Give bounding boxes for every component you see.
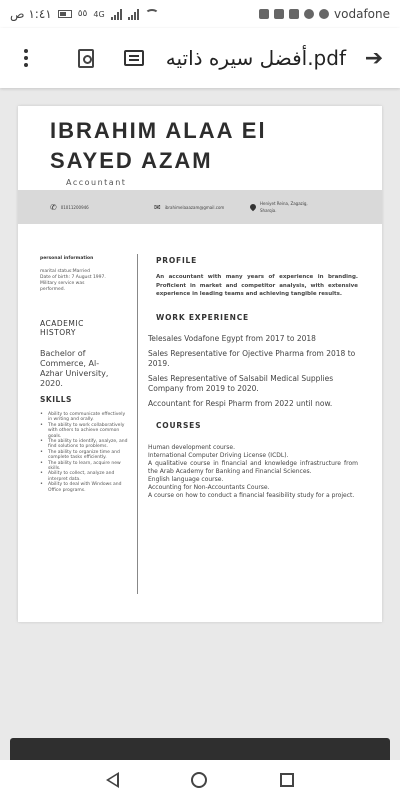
document-title: أفضل سيره ذاتيه.pdf	[165, 46, 346, 70]
personal-info-text	[40, 269, 122, 293]
location-pin-icon	[249, 203, 257, 211]
status-bar	[0, 0, 400, 28]
skill-item: • Ability to communicate effectively in writing and orally.	[40, 412, 130, 423]
courses-heading: COURSES	[156, 420, 202, 430]
left-column	[40, 256, 130, 493]
address-line-1: Heniyet Reina, Zagazig,	[260, 201, 308, 206]
comments-button[interactable]	[116, 40, 152, 76]
job-title: Accountant	[66, 178, 127, 187]
battery-icon	[58, 10, 72, 18]
skill-item: • The ability to identify, analyze, and find solutions to problems.	[40, 439, 130, 450]
course-item: A course on how to conduct a financial feasibility study for a project.	[148, 491, 355, 499]
contact-phone	[50, 203, 89, 212]
contact-address	[250, 201, 308, 213]
personal-info-line: Date of birth: 7 August 1997.	[40, 275, 106, 280]
skill-item: • Ability to collect, analyze and interpret data.	[40, 471, 130, 482]
course-item: Accounting for Non-Accountants Course.	[148, 483, 270, 491]
personal-info-heading: personal information	[40, 256, 94, 261]
right-column	[148, 256, 358, 500]
personal-info-line: Military service was	[40, 281, 85, 286]
status-right	[259, 7, 390, 21]
course-item: A qualitative course in financial and knowledge infrastructure from the Arab Academy for Banking and Financial Sciences.	[148, 459, 358, 475]
academic-history-text	[40, 349, 130, 389]
nav-home-button[interactable]	[191, 772, 207, 788]
work-experience-heading: WORK EXPERIENCE	[156, 312, 249, 322]
column-divider	[137, 254, 138, 594]
pdf-page[interactable]	[18, 106, 382, 622]
profile-text: An accountant with many years of experience in branding. Proficient in market and competitor analysis, with extensive experience in leading teams and achieving tangible results.	[156, 274, 358, 297]
name-line-2: SAYED AZAM	[50, 148, 213, 173]
academic-line: 2020.	[40, 379, 63, 388]
name-line-1: IBRAHIM ALAA El	[50, 118, 267, 143]
bottom-sheet[interactable]	[10, 738, 390, 762]
wifi-icon	[145, 9, 159, 19]
gallery-icon	[274, 9, 284, 19]
signal-icon	[111, 9, 122, 20]
skills-heading: SKILLS	[40, 395, 72, 404]
more-options-button[interactable]	[8, 40, 44, 76]
document-search-icon	[78, 49, 94, 68]
work-experience-item: Telesales Vodafone Egypt from 2017 to 2018	[148, 333, 316, 343]
skill-item: • The ability to organize time and complete tasks efficiently.	[40, 450, 130, 461]
resume-name	[50, 116, 267, 176]
skill-item: • The ability to work collaboratively with others to achieve common goals.	[40, 423, 130, 439]
arrow-forward-icon: ➔	[364, 45, 384, 71]
status-time: ١:٤١ ص	[10, 7, 52, 21]
email-address: ibrahimelaaazam@gmail.com	[164, 204, 225, 210]
signal-icon-2	[128, 9, 139, 20]
work-experience-item: Sales Representative of Salsabil Medical Supplies Company from 2019 to 2020.	[148, 374, 334, 393]
skill-item: • The ability to learn, acquire new skills.	[40, 461, 130, 472]
nav-back-button[interactable]	[106, 772, 119, 788]
personal-info-line: performed.	[40, 287, 66, 292]
academic-heading-line: ACADEMIC	[40, 319, 84, 328]
work-experience-item: Sales Representative for Ojective Pharma from 2018 to 2019.	[148, 349, 356, 368]
network-type: 4G	[93, 9, 105, 19]
square-recents-icon	[280, 773, 294, 787]
phone-icon: ✆	[50, 202, 57, 212]
profile-heading: PROFILE	[156, 256, 198, 265]
work-experience-item: Accountant for Respi Pharm from 2022 until now.	[148, 399, 333, 408]
app-bar	[0, 28, 400, 88]
email-icon: ✉	[154, 202, 161, 212]
course-item: Human development course.	[148, 443, 235, 451]
status-left	[10, 7, 159, 21]
academic-line: Azhar University,	[40, 369, 109, 378]
more-vert-icon	[24, 49, 28, 67]
academic-line: Commerce, Al-	[40, 359, 100, 368]
personal-info-line: marital status:Married	[40, 269, 90, 274]
phone-number: 01011200946	[60, 204, 89, 210]
circle-home-icon	[191, 772, 207, 788]
academic-heading-line: HISTORY	[40, 328, 76, 337]
address-line-2: Sharqia.	[260, 208, 277, 213]
contact-email	[154, 203, 224, 212]
search-in-document-button[interactable]	[68, 40, 104, 76]
address	[260, 201, 308, 213]
skill-item: • Ability to deal with Windows and Office programs.	[40, 482, 130, 493]
facebook-icon	[304, 9, 314, 19]
comment-icon	[124, 50, 144, 66]
battery-level: ٥٥	[77, 9, 88, 19]
nav-recents-button[interactable]	[280, 773, 294, 787]
back-button[interactable]	[356, 40, 392, 76]
navigation-bar	[0, 760, 400, 800]
carrier-name: vodafone	[334, 7, 390, 21]
skills-list	[40, 412, 130, 493]
whatsapp-icon	[319, 9, 329, 19]
academic-history-heading	[40, 319, 130, 337]
academic-line: Bachelor of	[40, 349, 86, 358]
course-item: International Computer Driving License (ICDL).	[148, 451, 289, 459]
triangle-back-icon	[106, 772, 119, 788]
contact-band	[18, 190, 382, 224]
notification-icon	[259, 9, 269, 19]
app-notification-icon	[289, 9, 299, 19]
course-item: English language course.	[148, 475, 224, 483]
